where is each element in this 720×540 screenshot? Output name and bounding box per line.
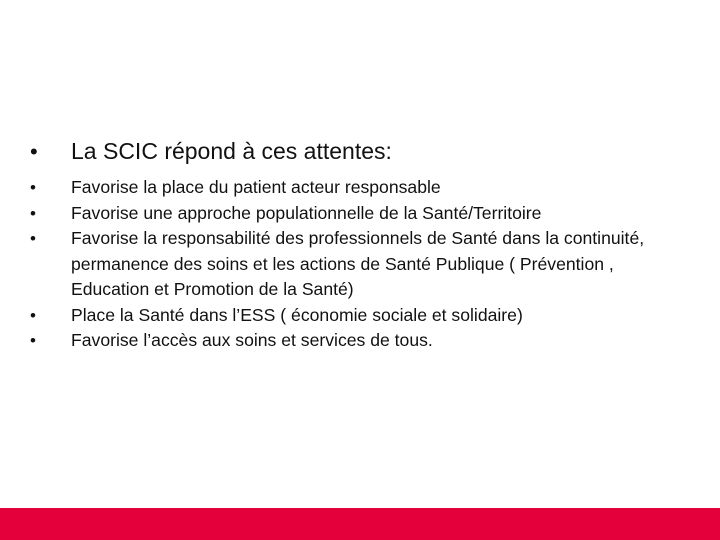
list-item-text: Favorise la place du patient acteur responsable	[71, 177, 441, 197]
bullet-icon: •	[30, 139, 38, 164]
bullet-icon: •	[30, 331, 36, 350]
list-item	[30, 226, 690, 303]
list-item	[30, 201, 690, 227]
list-item-text: Place la Santé dans l’ESS ( économie sociale et solidaire)	[71, 304, 523, 325]
list-item	[30, 303, 690, 329]
footer-bar	[0, 508, 720, 540]
list-item	[30, 175, 690, 201]
list-item-text: Favorise une approche populationnelle de la Santé/Territoire	[71, 202, 542, 223]
bullet-icon: •	[30, 178, 36, 197]
slide-heading	[30, 136, 690, 167]
bullet-icon: •	[30, 229, 36, 248]
bullet-list	[30, 175, 690, 354]
bullet-icon: •	[30, 305, 36, 325]
list-item-text: Favorise la responsabilité des professionnels de Santé dans la continuité, permanence des soins et les actions de Santé Publique ( Prévention , Education et Promotion de la Santé)	[71, 228, 645, 299]
list-item	[30, 328, 690, 354]
list-item-text: Favorise l’accès aux soins et services de tous.	[71, 330, 433, 350]
heading-text: La SCIC répond à ces attentes:	[71, 138, 392, 164]
bullet-icon: •	[30, 203, 36, 223]
